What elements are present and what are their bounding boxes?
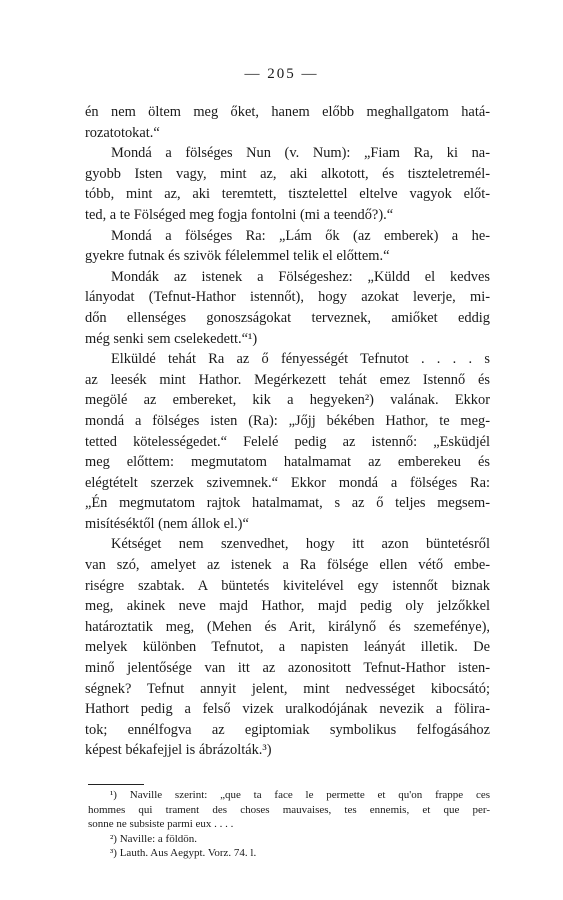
text-line: minő jelentősége van itt az azonositott Tefnut-Hathor isten- — [85, 660, 490, 677]
text-line: az leesék mint Hathor. Megérkezett tehát emez Istennő és — [85, 371, 490, 388]
text-line: én nem öltem meg őket, hanem előbb meghallgatom hatá- — [85, 104, 490, 120]
text-line: tok; ennélfogva az egiptomiak symbolikus felfogásához — [85, 721, 490, 738]
footnote-line: hommes qui trament des choses mauvaises, tes ennemis, et que per- — [88, 803, 490, 816]
text-line: riségre szabtak. A büntetés kivitelével egy istennőt biznak — [85, 577, 490, 594]
text-line: dőn ellenséges gonoszságokat terveznek, amiőket eddig — [85, 309, 490, 326]
text-line: elégtételt szerzek szivemnek.“ Ekkor mondá a fölséges Ra: — [85, 474, 490, 491]
text-line: rozatotokat.“ — [85, 124, 160, 141]
text-line: meg, akinek neve majd Hathor, majd pedig oly jelzőkkel — [85, 598, 490, 615]
text-line: Mondá a fölséges Nun (v. Num): „Fiam Ra, ki na- — [111, 145, 490, 162]
footnotes — [88, 788, 490, 861]
text-line: van szó, amelyet az istenek a Ra fölsége ellen vétő embe- — [85, 557, 490, 574]
text-line: megölé az embereket, kik a hegyeken²) valának. Ekkor — [85, 392, 490, 409]
text-line: még senki sem cselekedett.“¹) — [85, 330, 258, 347]
text-line: ségnek? Tefnut annyit jelent, mint nedvességet kibocsátó; — [85, 680, 490, 697]
text-line: meg előttem: megmutatom hatalmamat az emberekeu és — [85, 454, 490, 471]
footnote-line: ³) Lauth. Aus Aegypt. Vorz. 74. l. — [110, 847, 257, 860]
footnote-line: ¹) Naville szerint: „que ta face le permette et qu'on frappe ces — [110, 789, 490, 801]
main-text — [85, 102, 490, 761]
text-line: „Én megmutatom rajtok hatalmamat, s az ő teljes megsem- — [85, 495, 490, 512]
text-line: melyek különben Tefnutot, a napisten leányát illetik. De — [85, 639, 490, 656]
text-line: Mondá a fölséges Ra: „Lám ők (az emberek) a he- — [111, 227, 490, 244]
text-line: ted, a te Fölséged meg fogja fontolni (mi a teendő?).“ — [85, 206, 394, 223]
footnote-line: sonne ne subsiste parmi eux . . . . — [88, 818, 234, 831]
text-line: Elküldé tehát Ra az ő fényességét Tefnutot . . . . s — [111, 351, 490, 368]
text-line: lányodat (Tefnut-Hathor istennőt), hogy azokat leverje, mi- — [85, 289, 490, 306]
text-line: mondá a fölséges isten (Ra): „Jőjj békében Hathor, te meg- — [85, 412, 490, 429]
text-line: Kétséget nem szenvedhet, hogy itt azon büntetésről — [111, 536, 490, 553]
text-line: határoztatik meg, (Mehen és Arit, királynő és szemefénye), — [85, 618, 490, 635]
text-line: gyobb Isten vagy, mint az, aki alkotott, és tiszteletremél- — [85, 165, 490, 182]
text-line: képest békafejjel is ábrázolták.³) — [85, 742, 272, 759]
text-line: gyekre futnak és szivök félelemmel telik el előttem.“ — [85, 248, 390, 265]
footnote-divider — [88, 784, 144, 785]
text-line: Mondák az istenek a Fölségeshez: „Küldd el kedves — [111, 268, 490, 285]
footnote-line: ²) Naville: a földön. — [110, 832, 197, 845]
text-line: Hathort pedig a felső vizek uralkodójának nevezik a fölira- — [85, 701, 490, 718]
text-line: tetted kötelességedet.“ Felelé pedig az istennő: „Esküdjél — [85, 433, 490, 450]
page-number: — 205 — — [244, 66, 319, 82]
text-line: misítéséktől (nem állok el.)“ — [85, 515, 249, 532]
text-line: tóbb, mint az, aki teremtett, tisztelettel eltelve vagyok előt- — [85, 186, 490, 203]
